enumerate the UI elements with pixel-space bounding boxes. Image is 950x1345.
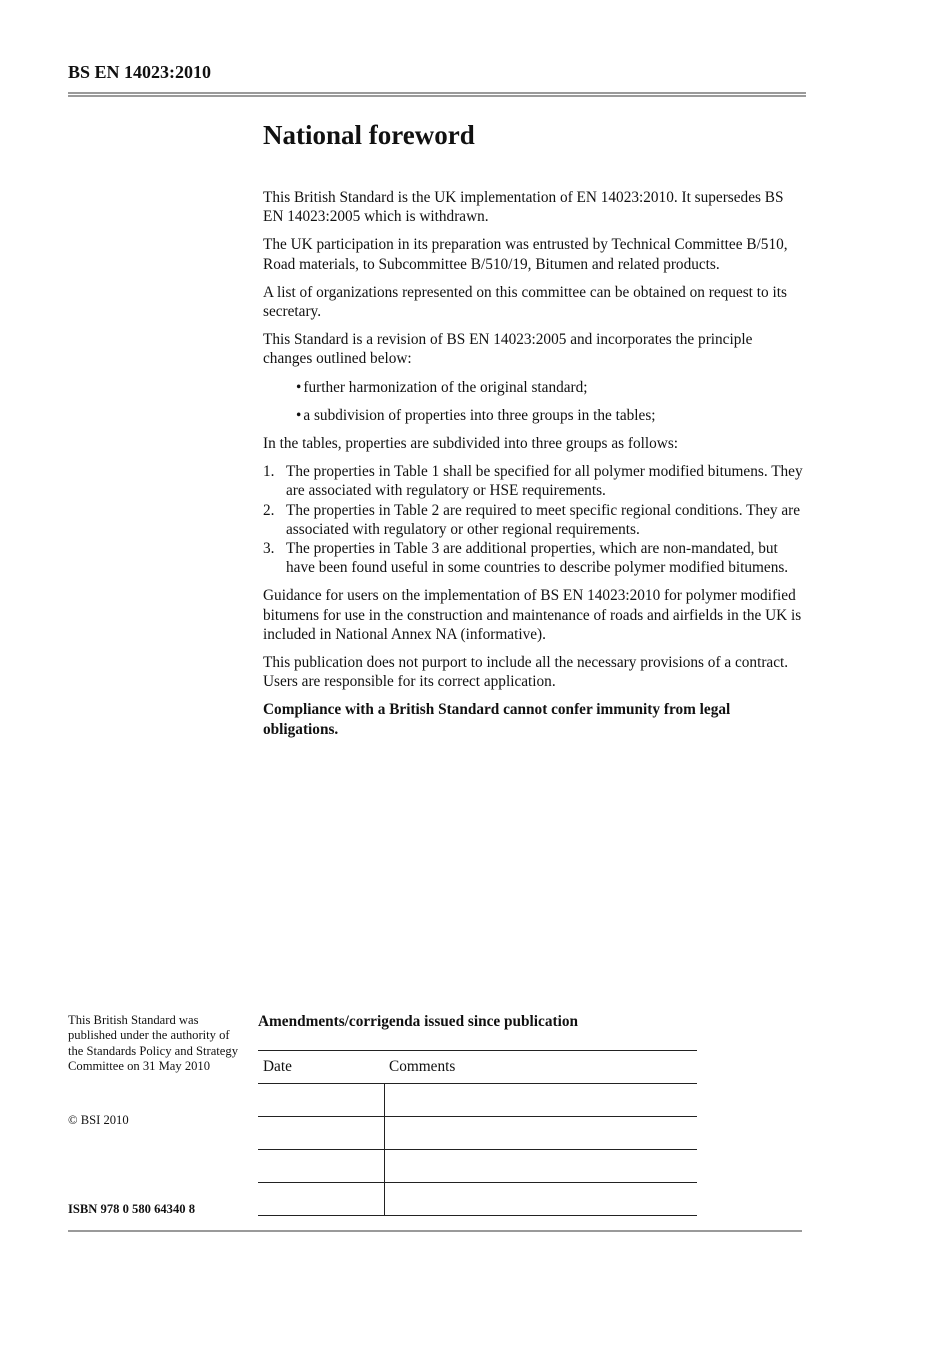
list-item: 2. The properties in Table 2 are required to meet specific regional conditions. They are associated with regulatory or other regional requirements. bbox=[263, 501, 801, 538]
compliance-statement: Compliance with a British Standard cannot confer immunity from legal obligations. bbox=[263, 701, 731, 738]
copyright: © BSI 2010 bbox=[68, 1113, 129, 1127]
column-header-comments: Comments bbox=[384, 1051, 697, 1084]
paragraph-implementation: This British Standard is the UK implementation of EN 14023:2010. It supersedes BS EN 14023:2005 which is withdrawn. bbox=[263, 189, 784, 226]
table-cell bbox=[258, 1150, 384, 1183]
page-title: National foreword bbox=[263, 120, 475, 150]
table-cell bbox=[258, 1084, 384, 1117]
list-item: 3. The properties in Table 3 are additional properties, which are non-mandated, but have been found useful in some countries to describe polymer modified bitumens. bbox=[263, 540, 789, 577]
bullet-icon: • bbox=[296, 378, 302, 396]
amendments-title: Amendments/corrigenda issued since publication bbox=[258, 1013, 578, 1030]
table-cell bbox=[384, 1183, 697, 1216]
table-row bbox=[258, 1183, 697, 1216]
header-rule bbox=[68, 92, 806, 100]
publication-note: This British Standard was published under the authority of the Standards Policy and Strategy Committee on 31 May 2010 bbox=[68, 1013, 238, 1074]
table-header-row bbox=[258, 1051, 697, 1084]
table-row bbox=[258, 1084, 697, 1117]
paragraph-contract: This publication does not purport to include all the necessary provisions of a contract. Users are responsible for its correct application. bbox=[263, 654, 789, 691]
list-item: 1. The properties in Table 1 shall be specified for all polymer modified bitumens. They are associated with regulatory or HSE requirements. bbox=[263, 463, 803, 500]
foreword-body bbox=[263, 188, 803, 748]
paragraph-participation: The UK participation in its preparation was entrusted by Technical Committee B/510, Road materials, to Subcommittee B/510/19, Bitumen and related products. bbox=[263, 236, 788, 273]
table-cell bbox=[384, 1084, 697, 1117]
table-row bbox=[258, 1150, 697, 1183]
list-item: • further harmonization of the original standard; bbox=[296, 378, 588, 396]
footer-rule bbox=[68, 1230, 802, 1232]
table-cell bbox=[258, 1117, 384, 1150]
isbn: ISBN 978 0 580 64340 8 bbox=[68, 1202, 196, 1216]
table-cell bbox=[258, 1183, 384, 1216]
changes-list bbox=[263, 378, 803, 425]
document-code: BS EN 14023:2010 bbox=[68, 62, 212, 82]
groups-list bbox=[263, 462, 803, 577]
paragraph-revision: This Standard is a revision of BS EN 14023:2005 and incorporates the principle changes outlined below: bbox=[263, 331, 753, 368]
table-row bbox=[258, 1117, 697, 1150]
amendments-table bbox=[258, 1050, 697, 1216]
table-cell bbox=[384, 1150, 697, 1183]
paragraph-groups-intro: In the tables, properties are subdivided into three groups as follows: bbox=[263, 435, 679, 453]
list-item: • a subdivision of properties into three groups in the tables; bbox=[296, 406, 656, 424]
table-cell bbox=[384, 1117, 697, 1150]
column-header-date: Date bbox=[258, 1051, 384, 1084]
paragraph-organizations: A list of organizations represented on this committee can be obtained on request to its secretary. bbox=[263, 283, 787, 321]
bullet-icon: • bbox=[296, 406, 302, 424]
paragraph-guidance: Guidance for users on the implementation of BS EN 14023:2010 for polymer modified bitumens for use in the construction and maintenance of roads and airfields in the UK is included in National Annex NA (informative). bbox=[263, 587, 802, 643]
